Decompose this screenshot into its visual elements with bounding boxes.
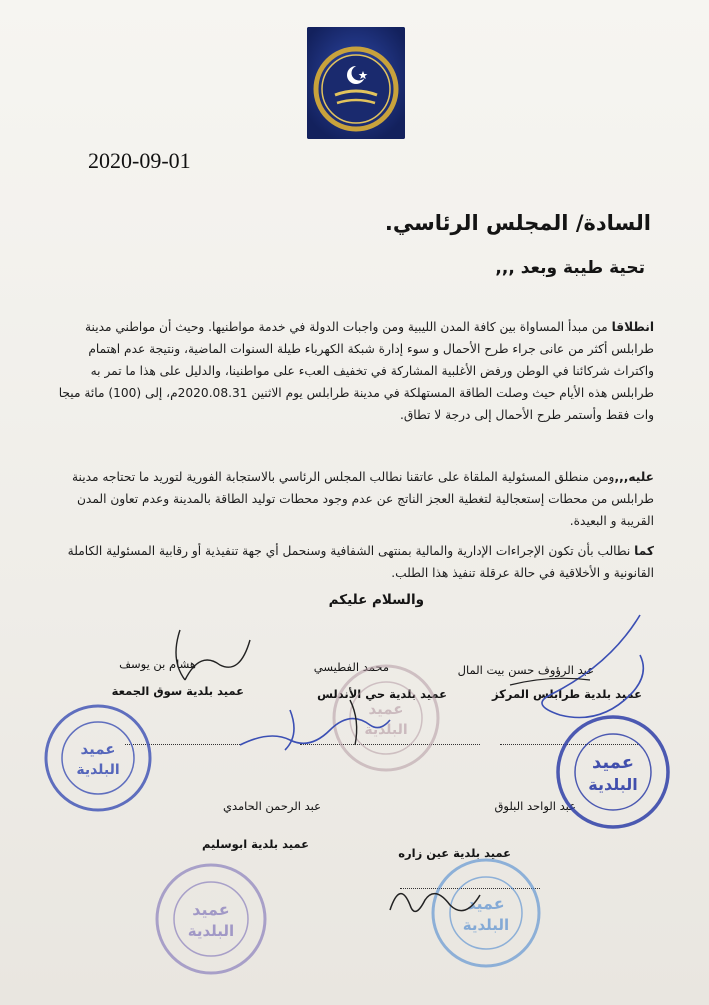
signatory-name-5: عبد الرحمن الحامدي <box>222 799 321 813</box>
signatory-title-3: عميد بلدية سوق الجمعة <box>111 684 244 698</box>
greeting: تحية طيبة وبعد ,,, <box>495 258 645 278</box>
stamp-text-1: عميد <box>80 740 116 758</box>
addressee-heading: السادة/ المجلس الرئاسي. <box>384 211 651 235</box>
paragraph-2-lead: عليه,,, <box>614 470 654 484</box>
closing-salutation: والسلام عليكم <box>328 592 424 608</box>
signatory-name-2: محمد الفطيسي <box>313 660 389 674</box>
paragraph-3 <box>54 540 654 584</box>
stamp-text-2: البلدية <box>76 762 120 778</box>
paragraph-1-text: من مبدأ المساواة بين كافة المدن الليبية ومن واجبات الدولة في خدمة مواطنيها. وحيث أن مواطني مدينة طرابلس أكثر من عانى جراء طرح الأحمال و سوء إدارة شبكة الكهرباء طيلة السنوات الماضية، ونتيجة عدم اهتمام واكتراث شركائنا في الوطن ورفض الأغلبية المشاركة في تخفيف العبء على مواطنينا، والدليل على هذا ما تمر به طرابلس هذه الأيام حيث وصلت الطاقة المستهلكة في مدينة طرابلس يوم الاثنين 2020.08.31م، إلى (100) مائة ميجا وات فقط وأستمر طرح الأحمال إلى درجة لا تطاق. <box>58 320 654 422</box>
paragraph-3-text: نطالب بأن تكون الإجراءات الإدارية والمالية بمنتهى الشفافية وسنحمل أي جهة تنفيذية أو رقابية المسئولية الكاملة القانونية و الأخلاقية في حالة عرقلة تنفيذ هذا الطلب. <box>67 544 654 580</box>
paragraph-1 <box>54 316 654 426</box>
stamp-text-3: عميد <box>368 700 404 718</box>
signatory-title-2: عميد بلدية حي الأندلس <box>317 687 447 701</box>
paragraph-2-text: ومن منطلق المسئولية الملقاة على عاتقنا نطالب المجلس الرئاسي بالاستجابة الفورية لتوريد ما تحتاجه مدينة طرابلس من محطات إستعجالية لتغطية العجز الناتج عن عدم وجود محطات توليد الطاقة بالمدينة وعدم تعاون المدن القريبة و البعيدة. <box>72 470 654 528</box>
government-logo <box>307 27 405 139</box>
stamp-text-7: عميد <box>192 900 230 919</box>
paragraph-3-lead: كما <box>634 544 654 558</box>
signatory-title-5: عميد بلدية ابوسليم <box>201 837 309 851</box>
signatory-title-1: عميد بلدية طرابلس المركز <box>491 687 642 701</box>
stamp-souq-aljumaa <box>42 702 154 814</box>
stamp-text-8: البلدية <box>187 922 235 940</box>
signatory-title-4: عميد بلدية عين زاره <box>398 846 511 860</box>
signatory-name-3: هشام بن يوسف <box>119 657 196 671</box>
signatory-name-1: عبد الرؤوف حسن بيت المال <box>457 663 594 677</box>
letter-date: 2020-09-01 <box>88 148 191 173</box>
signatory-name-4: عبد الواحد البلوق <box>494 799 576 813</box>
stamp-text-5: عميد <box>591 752 635 773</box>
stamp-text-4: البلدية <box>364 722 408 738</box>
stamp-abu-salim <box>152 860 270 978</box>
paragraph-1-lead: انطلاقا <box>611 320 654 334</box>
stamp-text-9: عميد <box>467 894 505 913</box>
stamp-text-6: البلدية <box>588 775 638 794</box>
signature-hay-alandalus <box>230 690 430 760</box>
signature-ain-zara <box>380 870 510 930</box>
stamp-text-10: البلدية <box>462 916 510 934</box>
signature-tripoli-center <box>490 605 660 735</box>
paragraph-2 <box>54 466 654 532</box>
signature-souq-aljumaa <box>150 620 270 690</box>
